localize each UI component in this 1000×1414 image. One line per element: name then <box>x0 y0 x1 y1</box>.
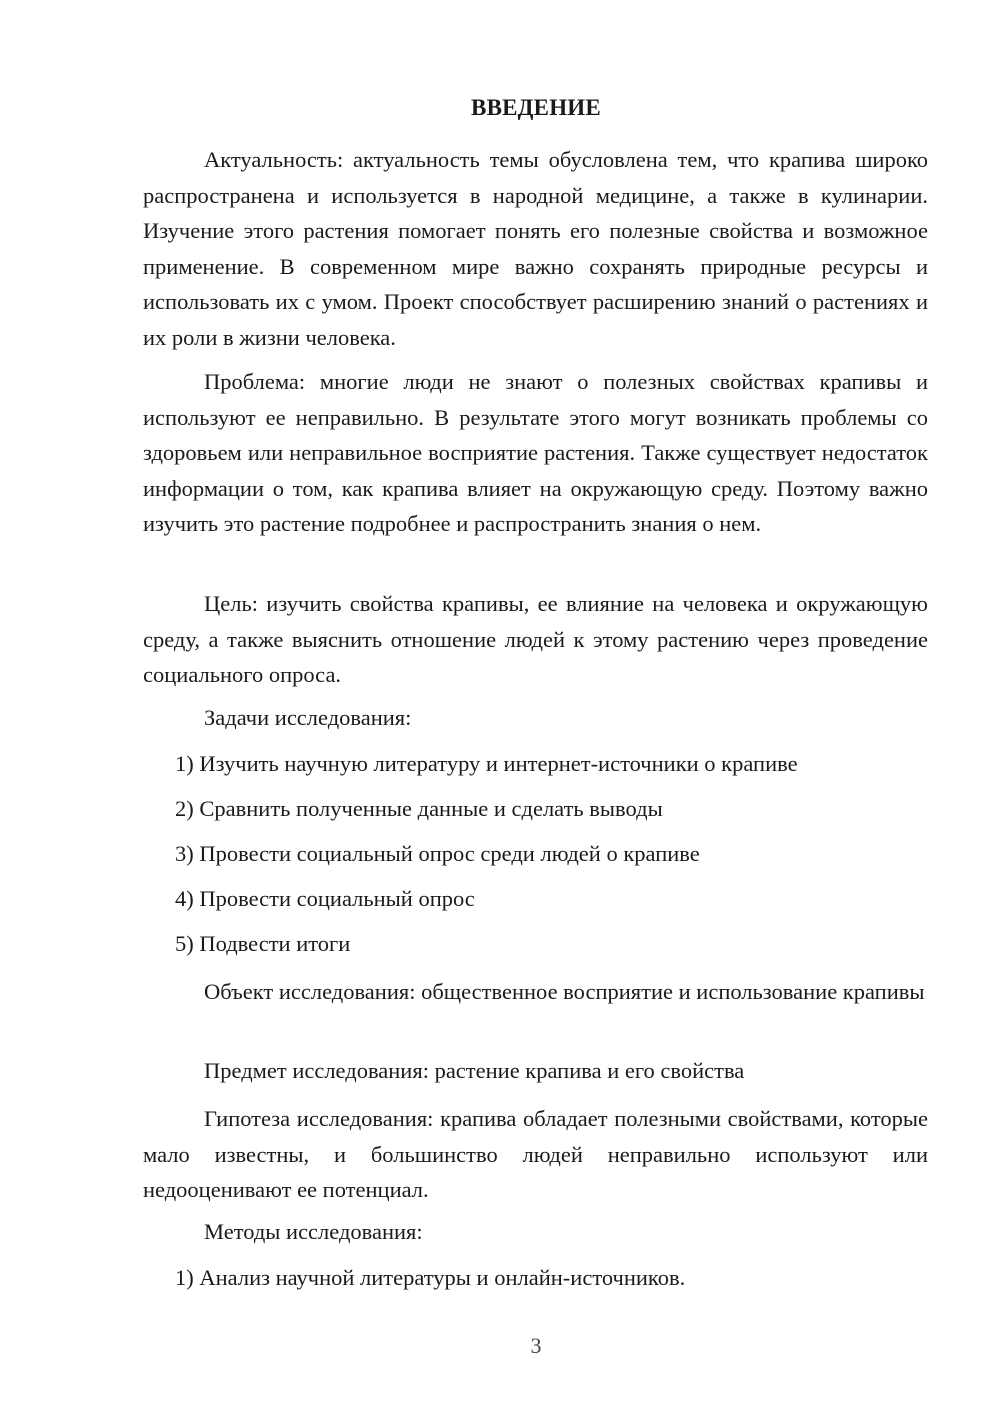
tasks-heading: Задачи исследования: <box>204 705 412 730</box>
hypothesis-paragraph: Гипотеза исследования: крапива обладает полезными свойствами, которые мало известны, и большинство людей неправильно используют или недооценивают ее потенциал. <box>143 1106 928 1202</box>
task-item: 3) Провести социальный опрос среди людей о крапиве <box>175 841 700 866</box>
task-item: 4) Провести социальный опрос <box>175 886 475 911</box>
subject-line: Предмет исследования: растение крапива и его свойства <box>204 1058 745 1083</box>
problem-paragraph: Проблема: многие люди не знают о полезных свойствах крапивы и используют ее неправильно. В результате этого могут возникать проблемы со здоровьем или неправильное восприятие растения. Также существует недостаток информации о том, как крапива влияет на окружающую среду. Поэтому важно изучить это растение подробнее и распространить знания о нем. <box>143 369 928 536</box>
methods-heading: Методы исследования: <box>204 1219 423 1244</box>
goal-paragraph: Цель: изучить свойства крапивы, ее влияние на человека и окружающую среду, а также выяснить отношение людей к этому растению через проведение социального опроса. <box>143 591 928 687</box>
page-title: ВВЕДЕНИЕ <box>471 95 601 120</box>
method-item: 1) Анализ научной литературы и онлайн-источников. <box>175 1265 686 1290</box>
object-paragraph: Объект исследования: общественное восприятие и использование крапивы <box>204 979 925 1004</box>
page-number: 3 <box>530 1333 542 1358</box>
task-item: 1) Изучить научную литературу и интернет-источники о крапиве <box>175 751 798 776</box>
task-item: 2) Сравнить полученные данные и сделать выводы <box>175 796 663 821</box>
task-item: 5) Подвести итоги <box>175 931 351 956</box>
relevance-paragraph: Актуальность: актуальность темы обусловлена тем, что крапива широко распространена и используется в народной медицине, а также в кулинарии. Изучение этого растения помогает понять его полезные свойства и возможное применение. В современном мире важно сохранять природные ресурсы и использовать их с умом. Проект способствует расширению знаний о растениях и их роли в жизни человека. <box>143 147 928 350</box>
